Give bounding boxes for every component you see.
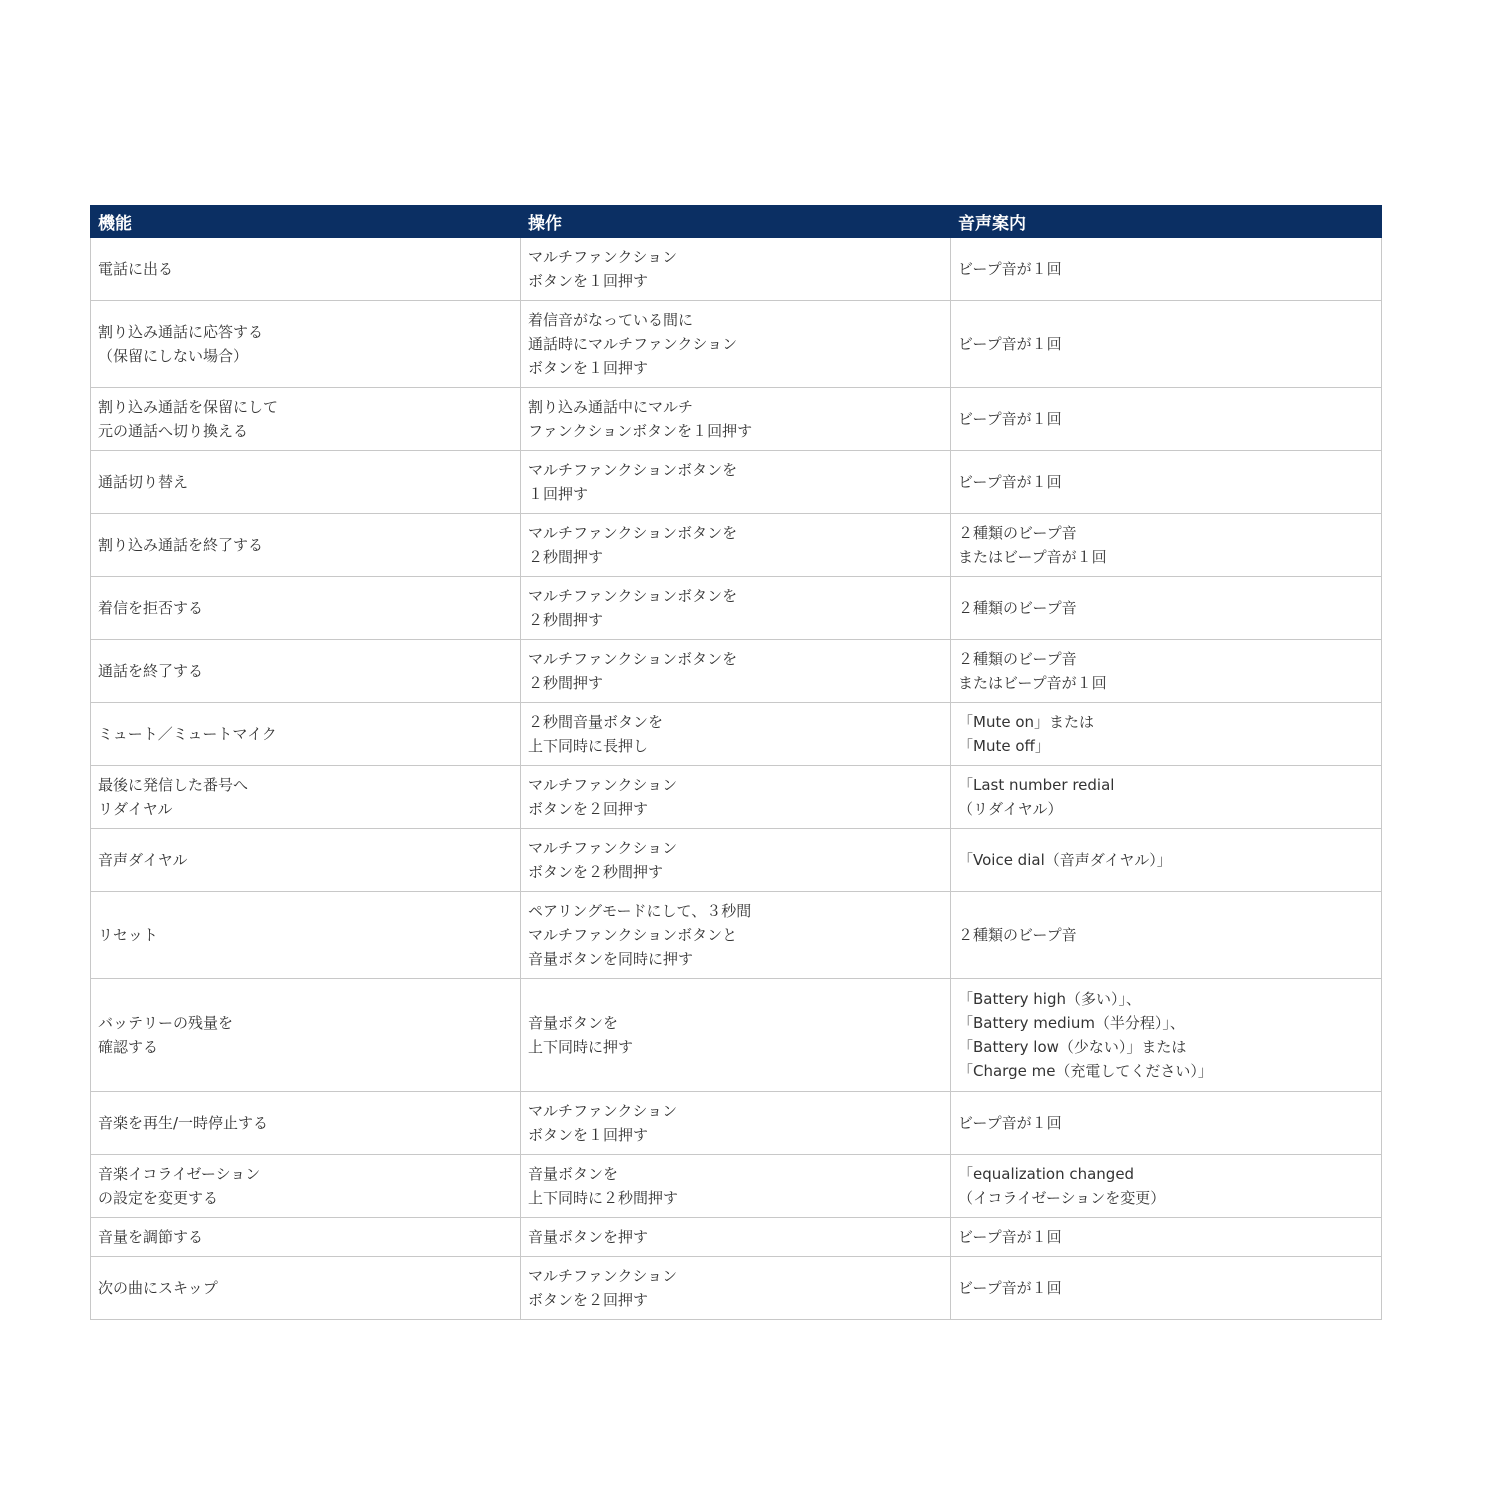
operation-cell: 割り込み通話中にマルチ ファンクションボタンを１回押す xyxy=(521,388,951,451)
function-cell: 通話切り替え xyxy=(91,451,521,514)
operation-cell: マルチファンクション ボタンを１回押す xyxy=(521,1092,951,1155)
function-cell: 音声ダイヤル xyxy=(91,829,521,892)
function-cell: 着信を拒否する xyxy=(91,577,521,640)
header-operation: 操作 xyxy=(521,206,951,238)
function-cell: 割り込み通話に応答する （保留にしない場合） xyxy=(91,301,521,388)
operation-cell: マルチファンクション ボタンを２秒間押す xyxy=(521,829,951,892)
operation-cell: 着信音がなっている間に 通話時にマルチファンクション ボタンを１回押す xyxy=(521,301,951,388)
function-cell: 割り込み通話を保留にして 元の通話へ切り換える xyxy=(91,388,521,451)
function-cell: 電話に出る xyxy=(91,238,521,301)
function-cell: 音楽を再生/一時停止する xyxy=(91,1092,521,1155)
table-row xyxy=(91,514,1382,577)
voice-guidance-cell: ２種類のビープ音 またはビープ音が１回 xyxy=(951,514,1382,577)
operation-cell: マルチファンクションボタンを ２秒間押す xyxy=(521,577,951,640)
table-row xyxy=(91,1092,1382,1155)
voice-guidance-cell: ビープ音が１回 xyxy=(951,451,1382,514)
function-cell: 音量を調節する xyxy=(91,1218,521,1257)
table-row xyxy=(91,640,1382,703)
operation-cell: マルチファンクションボタンを １回押す xyxy=(521,451,951,514)
operation-cell: マルチファンクション ボタンを１回押す xyxy=(521,238,951,301)
table-row xyxy=(91,766,1382,829)
voice-guidance-cell: 「equalization changed （イコライゼーションを変更） xyxy=(951,1155,1382,1218)
voice-guidance-cell: 「Last number redial （リダイヤル） xyxy=(951,766,1382,829)
operation-cell: 音量ボタンを 上下同時に２秒間押す xyxy=(521,1155,951,1218)
voice-guidance-cell: ビープ音が１回 xyxy=(951,1218,1382,1257)
header-function: 機能 xyxy=(91,206,521,238)
function-cell: ミュート／ミュートマイク xyxy=(91,703,521,766)
voice-guidance-cell: ２種類のビープ音 xyxy=(951,892,1382,979)
function-cell: リセット xyxy=(91,892,521,979)
operation-cell: マルチファンクション ボタンを２回押す xyxy=(521,766,951,829)
table-body xyxy=(91,238,1382,1320)
header-voice-guidance: 音声案内 xyxy=(951,206,1382,238)
function-cell: 割り込み通話を終了する xyxy=(91,514,521,577)
table-row xyxy=(91,1218,1382,1257)
voice-guidance-cell: 「Battery high（多い）」、 「Battery medium（半分程）」、 「Battery low（少ない）」または 「Charge me（充電してください）」 xyxy=(951,979,1382,1092)
voice-guidance-cell: ビープ音が１回 xyxy=(951,238,1382,301)
operation-cell: 音量ボタンを押す xyxy=(521,1218,951,1257)
table-row xyxy=(91,388,1382,451)
table-row xyxy=(91,829,1382,892)
operation-cell: マルチファンクションボタンを ２秒間押す xyxy=(521,514,951,577)
function-table xyxy=(90,205,1382,1320)
voice-guidance-cell: 「Voice dial（音声ダイヤル）」 xyxy=(951,829,1382,892)
operation-cell: 音量ボタンを 上下同時に押す xyxy=(521,979,951,1092)
operation-cell: ２秒間音量ボタンを 上下同時に長押し xyxy=(521,703,951,766)
voice-guidance-cell: ビープ音が１回 xyxy=(951,388,1382,451)
voice-guidance-cell: ビープ音が１回 xyxy=(951,301,1382,388)
table-row xyxy=(91,577,1382,640)
table-row xyxy=(91,1257,1382,1320)
operation-cell: マルチファンクションボタンを ２秒間押す xyxy=(521,640,951,703)
table-row xyxy=(91,703,1382,766)
table-row xyxy=(91,451,1382,514)
operation-cell: ペアリングモードにして、３秒間 マルチファンクションボタンと 音量ボタンを同時に押す xyxy=(521,892,951,979)
table-header-row xyxy=(91,206,1382,238)
function-cell: 最後に発信した番号へ リダイヤル xyxy=(91,766,521,829)
function-cell: 次の曲にスキップ xyxy=(91,1257,521,1320)
table-row xyxy=(91,979,1382,1092)
table-row xyxy=(91,892,1382,979)
table-row xyxy=(91,238,1382,301)
voice-guidance-cell: ビープ音が１回 xyxy=(951,1257,1382,1320)
voice-guidance-cell: ２種類のビープ音 またはビープ音が１回 xyxy=(951,640,1382,703)
function-cell: バッテリーの残量を 確認する xyxy=(91,979,521,1092)
voice-guidance-cell: ビープ音が１回 xyxy=(951,1092,1382,1155)
operation-cell: マルチファンクション ボタンを２回押す xyxy=(521,1257,951,1320)
function-cell: 音楽イコライゼーション の設定を変更する xyxy=(91,1155,521,1218)
voice-guidance-cell: 「Mute on」または 「Mute off」 xyxy=(951,703,1382,766)
table-row xyxy=(91,301,1382,388)
table-row xyxy=(91,1155,1382,1218)
voice-guidance-cell: ２種類のビープ音 xyxy=(951,577,1382,640)
function-cell: 通話を終了する xyxy=(91,640,521,703)
